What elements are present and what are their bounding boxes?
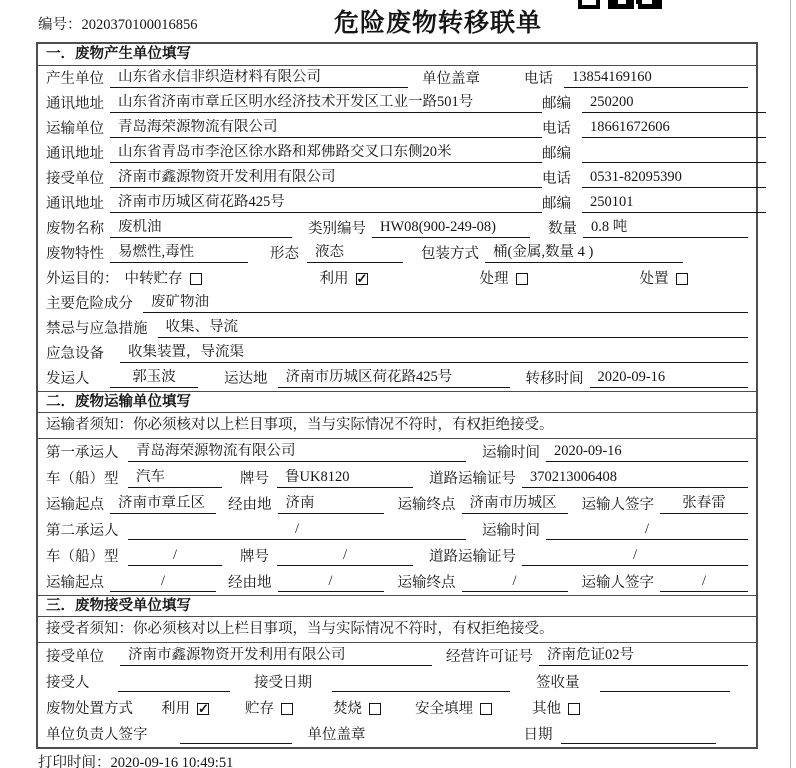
received-qty-value (600, 675, 730, 692)
producer-value: 山东省永信非织造材料有限公司 (110, 69, 408, 88)
via-label: 经由地 (228, 575, 272, 591)
producer-label: 产生单位 (46, 71, 104, 87)
qr-block (618, 4, 626, 9)
receiving-unit-value: 济南市鑫源物资开发利用有限公司 (120, 647, 432, 666)
producer-address-row (38, 91, 756, 116)
route1-row (38, 491, 756, 517)
option-label: 中转贮存 (124, 271, 183, 287)
receiver-value: 济南市鑫源物资开发利用有限公司 (110, 169, 542, 188)
plate2-value: / (277, 547, 413, 566)
producer-row (38, 66, 756, 91)
road-license1-value: 370213006408 (522, 469, 748, 488)
head-sign-value (180, 727, 292, 744)
consignor-label: 发运人 (46, 371, 90, 387)
date-label: 日期 (523, 727, 553, 743)
road-license-label: 道路运输证号 (429, 549, 516, 565)
recipient-label: 接受人 (46, 675, 90, 691)
transport-time-label: 运输时间 (482, 445, 540, 461)
doc-number-label: 编号： (38, 17, 82, 33)
transporter-address-row (38, 141, 756, 166)
disposal-option-storage (245, 701, 293, 718)
option-label: 安全填埋 (415, 701, 473, 717)
characteristics-label: 废物特性 (46, 246, 104, 262)
option-label: 利用 (161, 701, 190, 717)
option-label: 贮存 (245, 701, 274, 717)
receive-date-value (332, 675, 510, 692)
waste-name-value: 废机油 (110, 219, 292, 238)
manifest-form-table (36, 42, 758, 749)
receiving-unit-label: 接受单位 (46, 649, 104, 665)
page-title: 危险废物转移联单 (333, 10, 542, 37)
option-label: 利用 (319, 271, 349, 287)
receiver-address-value: 济南市历城区荷花路425号 (110, 194, 542, 213)
plate-label: 牌号 (240, 549, 269, 565)
vehicle1-row (38, 465, 756, 491)
emergency-equipment-label: 应急设备 (46, 346, 104, 362)
purpose-option-treat (480, 271, 528, 288)
producer-phone-value: 13854169160 (564, 69, 748, 88)
address-label: 通讯地址 (46, 146, 104, 162)
permit-value: 济南危证02号 (539, 647, 748, 666)
origin-label: 运输起点 (46, 497, 104, 513)
endpoint-label: 运输终点 (397, 497, 456, 513)
transporter-zip-value (582, 146, 766, 163)
receive-date-label: 接受日期 (254, 675, 312, 691)
phone-label: 电话 (524, 71, 553, 87)
carrier2-label: 第二承运人 (46, 523, 119, 539)
category-value: HW08(900-249-08) (372, 219, 530, 238)
transporter-row (38, 116, 756, 141)
destination-value: 济南市历城区荷花路425号 (278, 369, 510, 388)
section3-header: 三．废物接受单位填写 (38, 595, 756, 617)
emergency-measures-label: 禁忌与应急措施 (46, 321, 148, 337)
via-label: 经由地 (228, 497, 272, 513)
vehicle-type-label: 车（船）型 (46, 471, 119, 487)
option-label: 焚烧 (333, 701, 362, 717)
address-label: 通讯地址 (46, 196, 104, 212)
doc-number-value: 2020370100016856 (81, 17, 198, 33)
consignor-value: 郭玉波 (110, 369, 198, 388)
recipient-value (118, 675, 230, 692)
destination-label: 运达地 (224, 371, 268, 387)
zip-label: 邮编 (542, 96, 571, 112)
address-label: 通讯地址 (46, 96, 104, 112)
checkbox-icon (568, 703, 580, 715)
carrier1-value: 青岛海荣源物流有限公司 (128, 443, 466, 462)
endpoint1-value: 济南市历城区 (462, 495, 568, 514)
quantity-label: 数量 (548, 221, 577, 237)
transporter-value: 青岛海荣源物流有限公司 (110, 119, 542, 138)
checkbox-icon (480, 703, 492, 715)
vehicle2-row (38, 543, 756, 569)
transport-time2-value: / (546, 521, 748, 540)
transport-time1-value: 2020-09-16 (546, 443, 748, 462)
emergency-equipment-row (38, 341, 756, 366)
characteristics-value: 易燃性,毒性 (110, 244, 248, 263)
endpoint2-value: / (462, 573, 568, 592)
form-label: 形态 (270, 246, 299, 262)
receiver-notice: 接受者须知：你必须核对以上栏目事项，当与实际情况不符时，有权拒绝接受。 (38, 617, 756, 643)
transporter-label: 运输单位 (46, 121, 104, 137)
permit-label: 经营许可证号 (446, 649, 533, 665)
print-time-value: 2020-09-16 10:49:51 (110, 755, 234, 768)
unit-seal-label: 单位盖章 (307, 727, 366, 743)
hazard-component-row (38, 291, 756, 316)
packaging-value: 桶(金属,数量 4 ) (485, 244, 683, 263)
receiver-row (38, 166, 756, 191)
via2-value: / (278, 573, 384, 592)
disposal-label: 废物处置方式 (46, 701, 133, 717)
plate1-value: 鲁UK8120 (277, 469, 413, 488)
section2-header: 二．废物运输单位填写 (38, 391, 756, 413)
route2-row (38, 569, 756, 595)
recipient-row (38, 669, 756, 695)
head-signature-row (38, 721, 756, 747)
carrier1-label: 第一承运人 (46, 445, 119, 461)
qr-code-icon (578, 0, 662, 9)
transport-time-label: 运输时间 (482, 523, 540, 539)
option-label: 处置 (639, 271, 669, 287)
purpose-label: 外运目的： (46, 271, 119, 287)
option-label: 处理 (479, 271, 509, 287)
qr-block (652, 0, 662, 9)
disposal-method-row (38, 695, 756, 721)
origin-label: 运输起点 (46, 575, 104, 591)
road-license2-value: / (522, 547, 748, 566)
transporter-address-value: 山东省青岛市李沧区徐水路和郑佛路交叉口东侧20米 (110, 144, 542, 163)
received-qty-label: 签收量 (536, 675, 580, 691)
transfer-date-value: 2020-09-16 (590, 369, 749, 388)
emergency-measures-row (38, 316, 756, 341)
checkbox-icon (281, 703, 293, 715)
receiver-label: 接受单位 (46, 171, 104, 187)
zip-label: 邮编 (542, 146, 571, 162)
checkbox-icon (356, 273, 368, 285)
form-value: 液态 (307, 244, 403, 263)
hazard-label: 主要危险成分 (46, 296, 133, 312)
transporter-phone-value: 18661672606 (582, 119, 766, 138)
waste-name-row (38, 216, 756, 241)
consignor-row (38, 366, 756, 391)
via1-value: 济南 (278, 495, 384, 514)
carrier2-value: / (128, 521, 466, 540)
transfer-purpose-row (38, 266, 756, 291)
transfer-date-label: 转移时间 (525, 371, 584, 387)
qr-block (608, 0, 618, 9)
head-sign-label: 单位负责人签字 (46, 727, 148, 743)
disposal-option-landfill (415, 701, 492, 718)
checkbox-icon (516, 273, 528, 285)
purpose-option-utilize (320, 271, 368, 288)
transporter-sign1-value: 张春雷 (660, 495, 748, 514)
disposal-option-incinerate (333, 701, 381, 718)
plate-label: 牌号 (240, 471, 269, 487)
vehicle-type-label: 车（船）型 (46, 549, 119, 565)
receiver-phone-value: 0531-82095390 (582, 169, 766, 188)
transporter-sign-label: 运输人签字 (581, 497, 654, 513)
vehicle-type2-value: / (128, 547, 222, 566)
page-right-edge-line (790, 0, 791, 768)
waste-name-label: 废物名称 (46, 221, 104, 237)
receiver-zip-value: 250101 (582, 194, 766, 213)
section1-header: 一．废物产生单位填写 (38, 44, 756, 66)
endpoint-label: 运输终点 (397, 575, 456, 591)
emergency-equipment-value: 收集装置，导流渠 (120, 344, 748, 363)
option-label: 其他 (532, 701, 561, 717)
origin1-value: 济南市章丘区 (110, 495, 216, 514)
second-carrier-row (38, 517, 756, 543)
first-carrier-row (38, 439, 756, 465)
checkbox-icon (190, 273, 202, 285)
emergency-measures-value: 收集、导流 (158, 319, 749, 338)
road-license-label: 道路运输证号 (429, 471, 516, 487)
transporter-notice: 运输者须知：你必须核对以上栏目事项，当与实际情况不符时，有权拒绝接受。 (38, 413, 756, 439)
quantity-value: 0.8 吨 (583, 219, 748, 238)
purpose-option-transfer-storage (125, 271, 202, 288)
zip-label: 邮编 (542, 196, 571, 212)
receiver-address-row (38, 191, 756, 216)
transporter-sign2-value: / (660, 573, 748, 592)
date-value (561, 727, 717, 744)
receiving-unit-row (38, 643, 756, 669)
category-label: 类别编号 (308, 221, 366, 237)
producer-zip-value: 250200 (582, 94, 766, 113)
qr-block (626, 0, 634, 9)
print-time-label: 打印时间： (38, 755, 111, 768)
qr-block (578, 5, 600, 9)
producer-address-value: 山东省济南市章丘区明水经济技术开发区工业一路501号 (110, 94, 542, 113)
phone-label: 电话 (542, 171, 571, 187)
origin2-value: / (110, 573, 216, 592)
purpose-option-dispose (640, 271, 688, 288)
waste-characteristics-row (38, 241, 756, 266)
vehicle-type1-value: 汽车 (128, 469, 222, 488)
unit-seal-label: 单位盖章 (422, 71, 480, 87)
packaging-label: 包装方式 (421, 246, 479, 262)
hazard-value: 废矿物油 (143, 294, 748, 313)
transporter-sign-label: 运输人签字 (581, 575, 654, 591)
print-time (38, 751, 233, 768)
disposal-option-utilize (161, 701, 209, 718)
checkbox-icon (676, 273, 688, 285)
disposal-option-other (532, 701, 580, 718)
checkbox-icon (197, 703, 209, 715)
phone-label: 电话 (542, 121, 571, 137)
checkbox-icon (369, 703, 381, 715)
